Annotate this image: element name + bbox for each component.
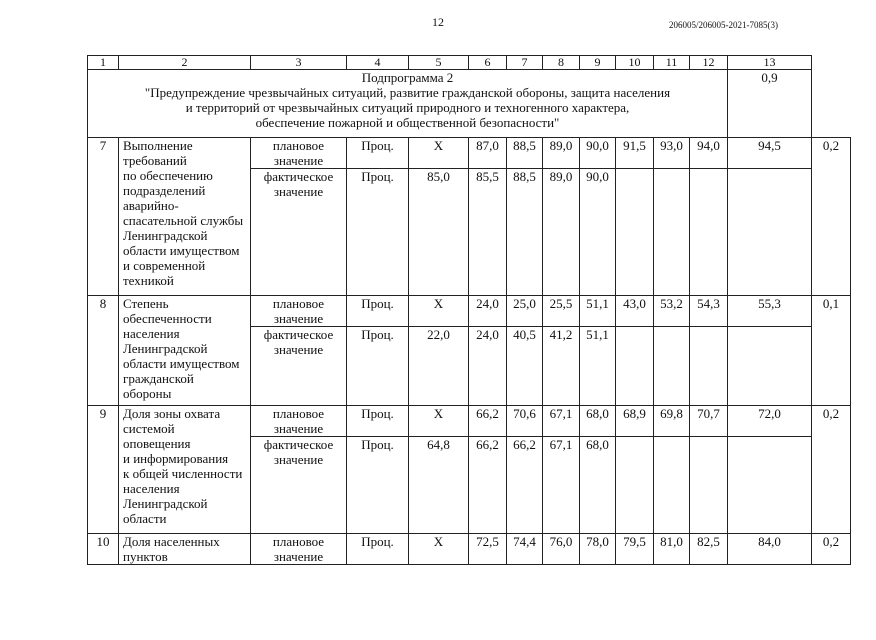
unit-cell: Проц. [347,534,409,565]
value-cell: 85,5 [469,169,507,296]
value-cell: 51,1 [580,327,616,406]
value-cell: 66,2 [507,437,543,534]
value-cell: 87,0 [469,138,507,169]
column-number: 3 [251,56,347,70]
value-cell [690,437,728,534]
value-cell: 84,0 [728,534,812,565]
value-cell: 89,0 [543,138,580,169]
value-cell [728,169,812,296]
indicator-name: Доля зоны охвата системой оповещения и информирования к общей численности населения Ленинградской области [119,406,251,534]
value-cell: 94,5 [728,138,812,169]
value-cell: 53,2 [654,296,690,327]
unit-cell: Проц. [347,138,409,169]
indicator-weight: 0,2 [812,534,851,565]
value-cell: 74,4 [507,534,543,565]
indicators-table [87,55,851,565]
indicator-name: Доля населенных пунктов [119,534,251,565]
value-cell [690,169,728,296]
indicator-weight: 0,2 [812,138,851,296]
value-cell: 88,5 [507,138,543,169]
value-cell: 72,0 [728,406,812,437]
value-cell: 25,5 [543,296,580,327]
value-cell: 70,6 [507,406,543,437]
value-cell: 51,1 [580,296,616,327]
column-number: 11 [654,56,690,70]
indicator-weight: 0,1 [812,296,851,406]
subprogram-title: Подпрограмма 2 "Предупреждение чрезвычайных ситуаций, развитие гражданской обороны, защита населения и территорий от чрезвычайных ситуаций природного и техногенного характера, обеспечение пожарной и общественной безопасности" [88,70,728,138]
value-cell: 68,0 [580,437,616,534]
unit-cell: Проц. [347,406,409,437]
indicator-weight: 0,2 [812,406,851,534]
value-cell: 90,0 [580,169,616,296]
base-value-cell: Х [409,406,469,437]
value-cell: 25,0 [507,296,543,327]
value-cell [654,169,690,296]
value-cell: 81,0 [654,534,690,565]
document-id: 206005/206005-2021-7085(3) [669,20,778,30]
value-cell: 69,8 [654,406,690,437]
value-cell [616,169,654,296]
value-cell: 94,0 [690,138,728,169]
value-cell: 79,5 [616,534,654,565]
value-cell: 66,2 [469,406,507,437]
column-number-row [88,56,851,70]
indicator-name: Степень обеспеченности населения Ленинградской области имуществом гражданской обороны [119,296,251,406]
value-type: плановое значение [251,534,347,565]
value-cell: 90,0 [580,138,616,169]
indicator-number: 9 [88,406,119,534]
value-cell: 66,2 [469,437,507,534]
value-cell: 41,2 [543,327,580,406]
table-row [88,534,851,565]
unit-cell: Проц. [347,169,409,296]
value-cell: 67,1 [543,406,580,437]
subprogram-row [88,70,851,138]
value-cell: 72,5 [469,534,507,565]
value-cell: 82,5 [690,534,728,565]
value-type: фактическое значение [251,327,347,406]
value-cell [728,327,812,406]
value-cell: 89,0 [543,169,580,296]
base-value-cell: Х [409,138,469,169]
value-cell: 78,0 [580,534,616,565]
value-cell [690,327,728,406]
value-cell [616,437,654,534]
column-number: 9 [580,56,616,70]
value-cell: 93,0 [654,138,690,169]
unit-cell: Проц. [347,327,409,406]
value-cell [616,327,654,406]
table-row [88,406,851,437]
column-number: 6 [469,56,507,70]
value-cell: 88,5 [507,169,543,296]
column-number: 1 [88,56,119,70]
page-number: 12 [432,15,444,29]
indicator-number: 10 [88,534,119,565]
table-body [88,56,851,565]
value-type: фактическое значение [251,437,347,534]
value-type: плановое значение [251,406,347,437]
indicator-number: 7 [88,138,119,296]
value-cell [654,327,690,406]
table-row [88,138,851,169]
base-value-cell: 85,0 [409,169,469,296]
base-value-cell: Х [409,296,469,327]
value-type: фактическое значение [251,169,347,296]
value-cell: 40,5 [507,327,543,406]
table-row [88,296,851,327]
indicator-name: Выполнение требований по обеспечению подразделений аварийно- спасательной службы Ленинградской области имуществом и современной техникой [119,138,251,296]
value-cell [654,437,690,534]
unit-cell: Проц. [347,296,409,327]
value-type: плановое значение [251,138,347,169]
unit-cell: Проц. [347,437,409,534]
indicator-number: 8 [88,296,119,406]
column-number: 13 [728,56,812,70]
base-value-cell: Х [409,534,469,565]
value-cell: 68,9 [616,406,654,437]
base-value-cell: 22,0 [409,327,469,406]
column-number: 12 [690,56,728,70]
value-cell: 76,0 [543,534,580,565]
column-number: 10 [616,56,654,70]
subprogram-weight: 0,9 [728,70,812,138]
value-cell: 70,7 [690,406,728,437]
column-number: 5 [409,56,469,70]
value-cell: 91,5 [616,138,654,169]
column-number: 7 [507,56,543,70]
value-cell [728,437,812,534]
value-cell: 24,0 [469,327,507,406]
value-cell: 68,0 [580,406,616,437]
column-number: 8 [543,56,580,70]
value-type: плановое значение [251,296,347,327]
value-cell: 67,1 [543,437,580,534]
value-cell: 24,0 [469,296,507,327]
column-number: 4 [347,56,409,70]
value-cell: 54,3 [690,296,728,327]
column-number: 2 [119,56,251,70]
value-cell: 55,3 [728,296,812,327]
value-cell: 43,0 [616,296,654,327]
base-value-cell: 64,8 [409,437,469,534]
